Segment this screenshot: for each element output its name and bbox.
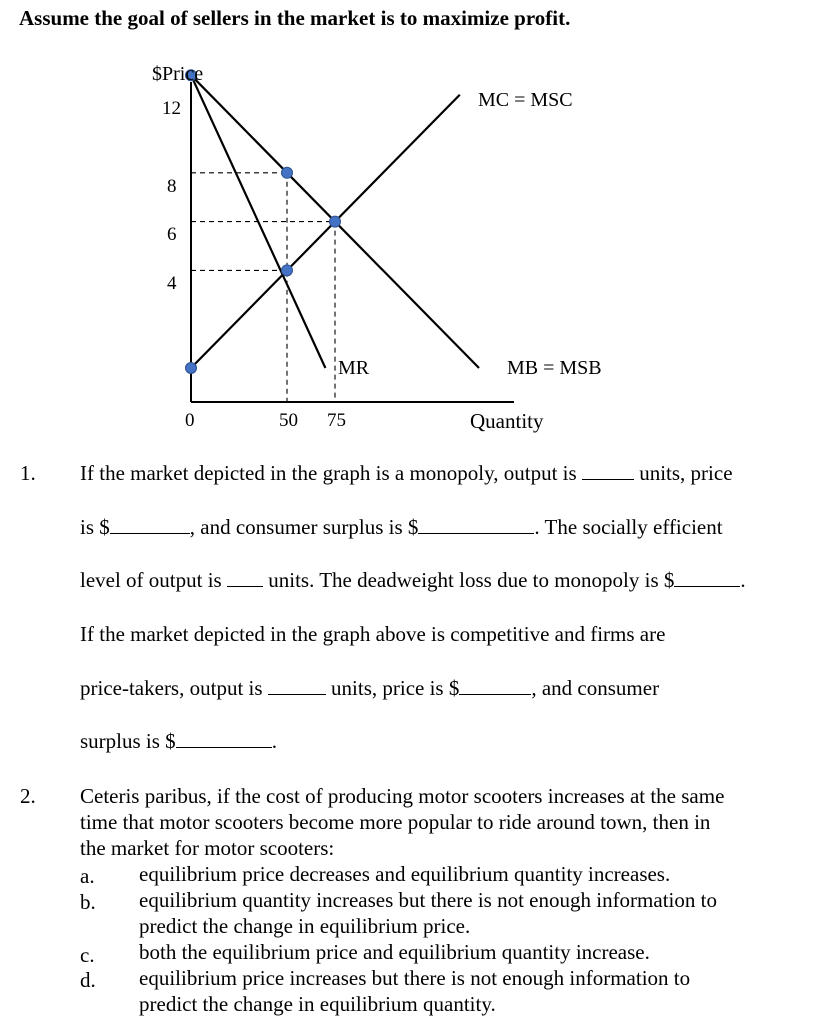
option-a-letter: a. [80,864,95,888]
monopoly-consumer-surplus-blank[interactable] [418,516,534,534]
question-1-text: . [740,568,746,592]
y-tick-label: 12 [162,98,181,119]
option-c-text[interactable]: both the equilibrium price and equilibrium quantity increase. [139,940,650,964]
mb-curve-label: MB = MSB [507,357,602,379]
data-point [186,363,197,374]
economics-graph [0,0,823,440]
y-tick-label: 6 [167,224,177,245]
question-1-line-3 [80,568,746,593]
question-1-text: units, price is $ [331,676,460,700]
question-1-line-1 [80,461,733,486]
deadweight-loss-blank[interactable] [674,569,740,587]
data-point [330,216,341,227]
page-heading: Assume the goal of sellers in the market is to maximize profit. [19,6,571,30]
data-point [282,167,293,178]
competitive-output-blank[interactable] [268,677,326,695]
question-2-stem-line: time that motor scooters become more popular to ride around town, then in [80,810,711,834]
mr-curve-label: MR [338,357,370,379]
monopoly-output-blank[interactable] [582,462,634,480]
option-d-letter: d. [80,968,96,992]
question-1-text: price-takers, output is [80,676,263,700]
option-d-text[interactable]: predict the change in equilibrium quantity. [139,992,496,1016]
question-1-text: units, price [639,461,733,485]
question-1-line-4: If the market depicted in the graph above is competitive and firms are [80,622,666,646]
option-d-text[interactable]: equilibrium price increases but there is not enough information to [139,966,691,990]
x-tick-label: 75 [327,410,346,431]
question-1-line-2 [80,515,723,540]
question-1-text: , and consumer surplus is $ [189,515,419,539]
question-1-text: level of output is [80,568,222,592]
option-b-text[interactable]: predict the change in equilibrium price. [139,914,471,938]
question-2-number: 2. [20,784,36,808]
x-axis-label: Quantity [470,409,544,433]
question-2-stem-line: Ceteris paribus, if the cost of producing motor scooters increases at the same [80,784,725,808]
question-1-line-5 [80,676,659,701]
mc-curve-label: MC = MSC [478,89,573,111]
question-1-number: 1. [20,461,36,485]
data-point [282,265,293,276]
mc-curve [191,95,460,368]
option-b-letter: b. [80,890,96,914]
option-c-letter: c. [80,943,95,967]
question-1-line-6 [80,729,277,754]
question-1-text: . The socially efficient [534,515,723,539]
option-a-text[interactable]: equilibrium price decreases and equilibrium quantity increases. [139,862,671,886]
y-tick-label: 4 [167,273,177,294]
guide-lines [191,173,335,402]
y-axis-label: $Price [152,63,204,85]
x-tick-label: 50 [279,410,298,431]
x-origin-label: 0 [185,410,195,431]
option-b-text[interactable]: equilibrium quantity increases but there is not enough information to [139,888,717,912]
question-1-text: , and consumer [531,676,660,700]
competitive-consumer-surplus-blank[interactable] [176,730,272,748]
y-tick-label: 8 [167,176,177,197]
question-1-text: is $ [80,515,110,539]
efficient-output-blank[interactable] [227,569,263,587]
question-1-text: If the market depicted in the graph is a monopoly, output is [80,461,577,485]
question-1-text: units. The deadweight loss due to monopoly is $ [268,568,675,592]
monopoly-price-blank[interactable] [110,516,190,534]
competitive-price-blank[interactable] [459,677,531,695]
question-1-text: . [271,729,277,753]
question-1-text: surplus is $ [80,729,176,753]
question-2-stem-line: the market for motor scooters: [80,836,335,860]
